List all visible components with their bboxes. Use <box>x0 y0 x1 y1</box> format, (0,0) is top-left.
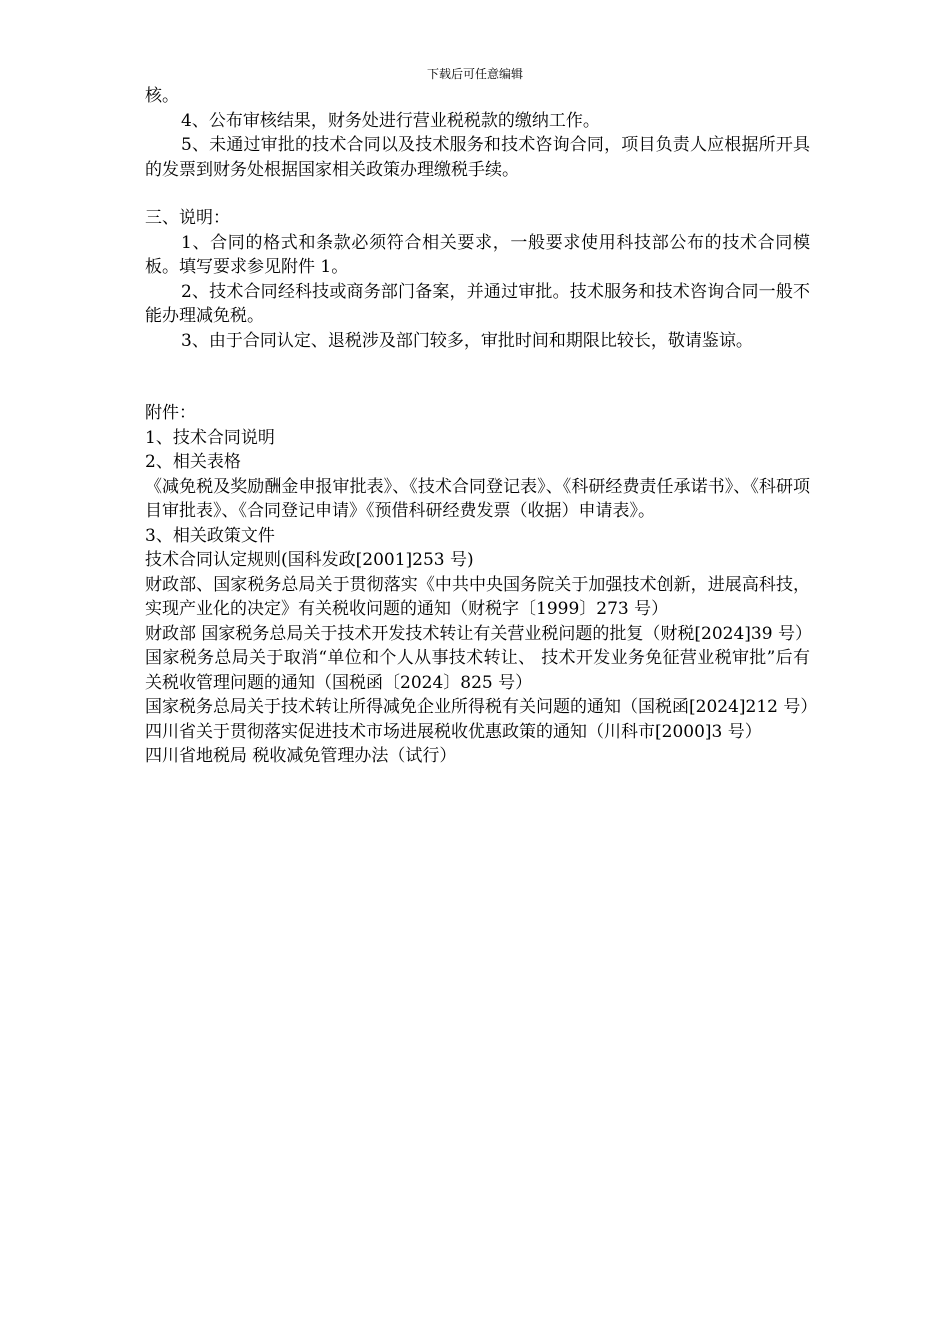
policy-doc-7: 四川省地税局 税收减免管理办法（试行） <box>145 746 457 766</box>
attachment-3: 3、相关政策文件 <box>145 525 275 546</box>
attachment-1: 1、技术合同说明 <box>145 427 275 448</box>
policy-doc-1: 技术合同认定规则(国科发政[2001]253 号) <box>145 550 474 570</box>
paragraph-continuation: 核。 <box>145 86 179 106</box>
policy-doc-6: 四川省关于贯彻落实促进技术市场进展税收优惠政策的通知（川科市[2000]3 号） <box>145 721 762 742</box>
attachments-title: 附件： <box>145 403 196 423</box>
attachment-2: 2、相关表格 <box>145 452 241 472</box>
document-body <box>145 84 818 769</box>
paragraph-step-5: 5、未通过审批的技术合同以及技术服务和技术咨询合同，项目负责人应根据所开具的发票到财务处根据国家相关政策办理缴税手续。 <box>145 135 810 180</box>
paragraph-step-4: 4、公布审核结果，财务处进行营业税税款的缴纳工作。 <box>181 110 600 131</box>
note-1: 1、合同的格式和条款必须符合相关要求，一般要求使用科技部公布的技术合同模板。填写要求参见附件 1。 <box>145 232 810 277</box>
spacer <box>145 182 810 206</box>
note-2: 2、技术合同经科技或商务部门备案，并通过审批。技术服务和技术咨询合同一般不能办理减免税。 <box>145 281 810 326</box>
policy-doc-5: 国家税务总局关于技术转让所得减免企业所得税有关问题的通知（国税函[2024]212 号） <box>145 697 818 717</box>
page-header: 下载后可任意编辑 <box>426 67 523 81</box>
policy-doc-3: 财政部 国家税务总局关于技术开发技术转让有关营业税问题的批复（财税[2024]39 号） <box>145 623 812 644</box>
note-3: 3、由于合同认定、退税涉及部门较多，审批时间和期限比较长，敬请鉴谅。 <box>181 330 753 351</box>
section-title-notes: 三、说明： <box>145 208 230 228</box>
spacer <box>145 353 810 401</box>
attachment-2-forms: 《减免税及奖励酬金申报审批表》、《技术合同登记表》、《科研经费责任承诺书》、《科研项目审批表》、《合同登记申请》《预借科研经费发票（收据）申请表》。 <box>145 476 810 521</box>
policy-doc-4: 国家税务总局关于取消“单位和个人从事技术转让、 技术开发业务免征营业税审批”后有关税收管理问题的通知（国税函〔2024〕825 号） <box>145 648 810 693</box>
policy-doc-2: 财政部、国家税务总局关于贯彻落实《中共中央国务院关于加强技术创新，进展高科技，实现产业化的决定》有关税收问题的通知（财税字〔1999〕273 号） <box>145 574 810 619</box>
